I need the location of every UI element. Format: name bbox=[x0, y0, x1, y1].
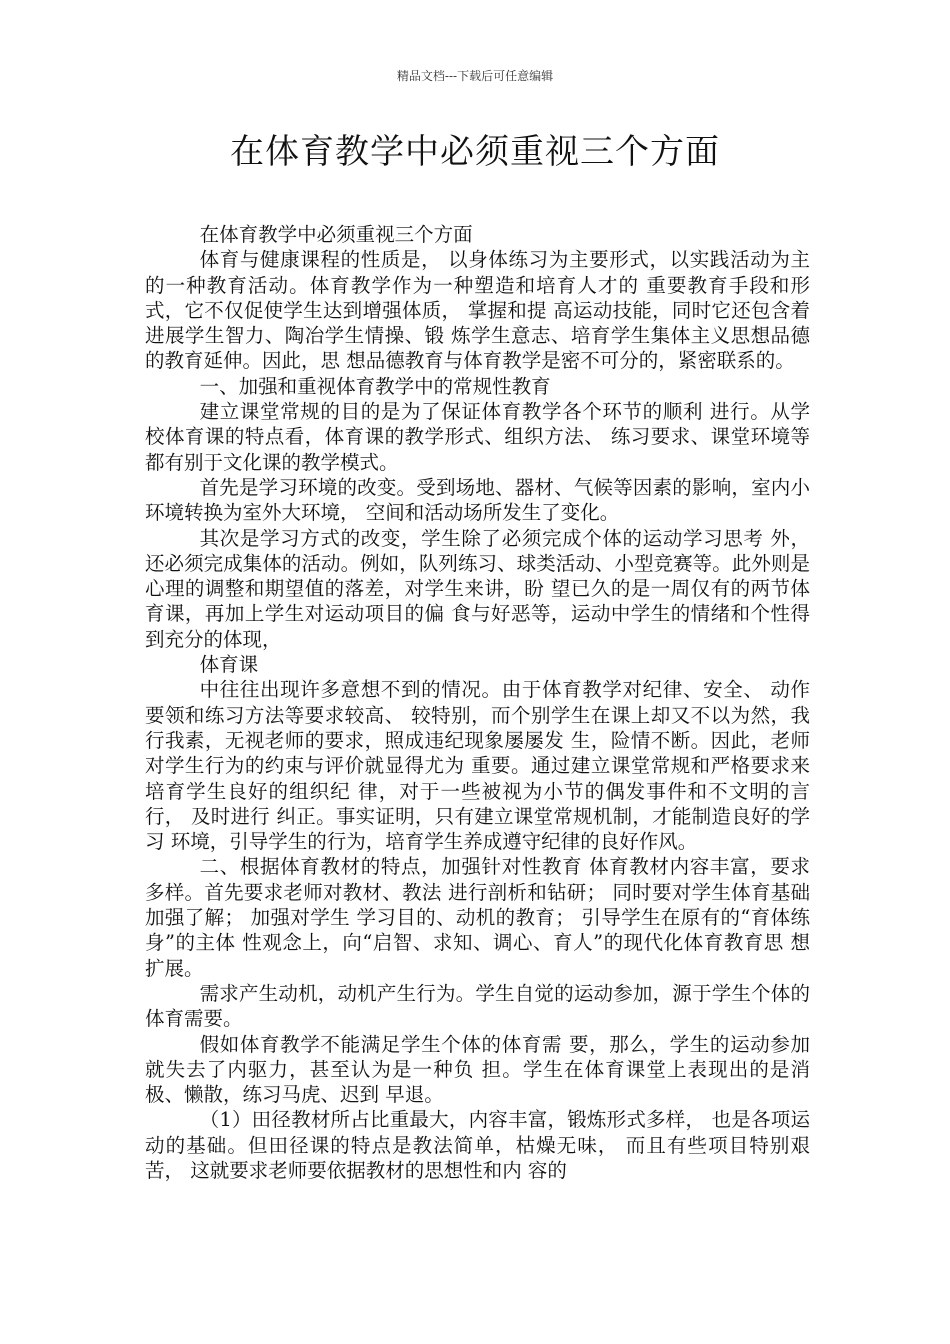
paragraph: 假如体育教学不能满足学生个体的体育需 要，那么，学生的运动参加就失去了内驱力，甚至认为是一种负 担。学生在体育课堂上表现出的是消极、懒散，练习马虎、迟到 早退。 bbox=[145, 1032, 810, 1107]
paragraph: 体育课 bbox=[199, 653, 259, 677]
section-heading: 一、加强和重视体育教学中的常规性教育 bbox=[199, 374, 551, 398]
section-heading: 二、根据体育教材的特点，加强针对性教育 体育教材内容丰富，要求多样。首先要求老师对教材、教法 进行剖析和钻研； 同时要对学生体育基础加强了解； 加强对学生 学习目的、动机的教育； 引导学生在原有的“育体练身”的主体 性观念上，向“启智、求知、调心、育人”的现代化体育教育思 想扩展。 bbox=[145, 855, 810, 980]
paragraph: 首先是学习环境的改变。受到场地、器材、气候等因素的影响，室内小环境转换为室外大环境， 空间和活动场所发生了变化。 bbox=[145, 475, 810, 525]
document-body bbox=[145, 222, 810, 1183]
document-title: 在体育教学中必须重视三个方面 bbox=[230, 132, 720, 172]
paragraph: 建立课堂常规的目的是为了保证体育教学各个环节的顺利 进行。从学校体育课的特点看，体育课的教学形式、组织方法、 练习要求、课堂环境等都有别于文化课的教学模式。 bbox=[145, 400, 810, 474]
document-subtitle: 在体育教学中必须重视三个方面 bbox=[199, 223, 473, 246]
paragraph: 其次是学习方式的改变，学生除了必须完成个体的运动学习思考 外，还必须完成集体的活动。例如，队列练习、球类活动、小型竞赛等。此外则是心理的调整和期望值的落差，对学生来讲，盼 望已久的是一周仅有的两节体育课，再加上学生对运动项目的偏 食与好恶等，运动中学生的情绪和个性得到充分的体现， bbox=[145, 526, 810, 651]
paragraph: 需求产生动机，动机产生行为。学生自觉的运动参加，源于学生个体的体育需要。 bbox=[145, 981, 810, 1031]
paragraph: 中往往出现许多意想不到的情况。由于体育教学对纪律、安全、 动作要领和练习方法等要求较高、 较特别，而个别学生在课上却又不以为然，我行我素，无视老师的要求，照成违纪现象屡屡发 生，险情不断。因此，老师对学生行为的约束与评价就显得尤为 重要。通过建立课堂常规和严格要求来培育学生良好的组织纪 律，对于一些被视为小节的偶发事件和不文明的言行， 及时进行 纠正。事实证明，只有建立课堂常规机制，才能制造良好的学习 环境，引导学生的行为，培育学生养成遵守纪律的良好作风。 bbox=[145, 678, 810, 854]
page-header-note: 精品文档---下载后可任意编辑 bbox=[396, 69, 554, 83]
paragraph: （1）田径教材所占比重最大，内容丰富，锻炼形式多样， 也是各项运动的基础。但田径课的特点是教法简单，枯燥无味， 而且有些项目特别艰苦， 这就要求老师要依据教材的思想性和内 容的 bbox=[145, 1108, 810, 1182]
paragraph: 体育与健康课程的性质是， 以身体练习为主要形式，以实践活动为主的一种教育活动。体育教学作为一种塑造和培育人才的 重要教育手段和形式，它不仅促使学生达到增强体质， 掌握和提 高运动技能，同时它还包含着进展学生智力、陶冶学生情操、锻 炼学生意志、培育学生集体主义思想品德的教育延伸。因此，思 想品德教育与体育教学是密不可分的，紧密联系的。 bbox=[145, 248, 810, 373]
